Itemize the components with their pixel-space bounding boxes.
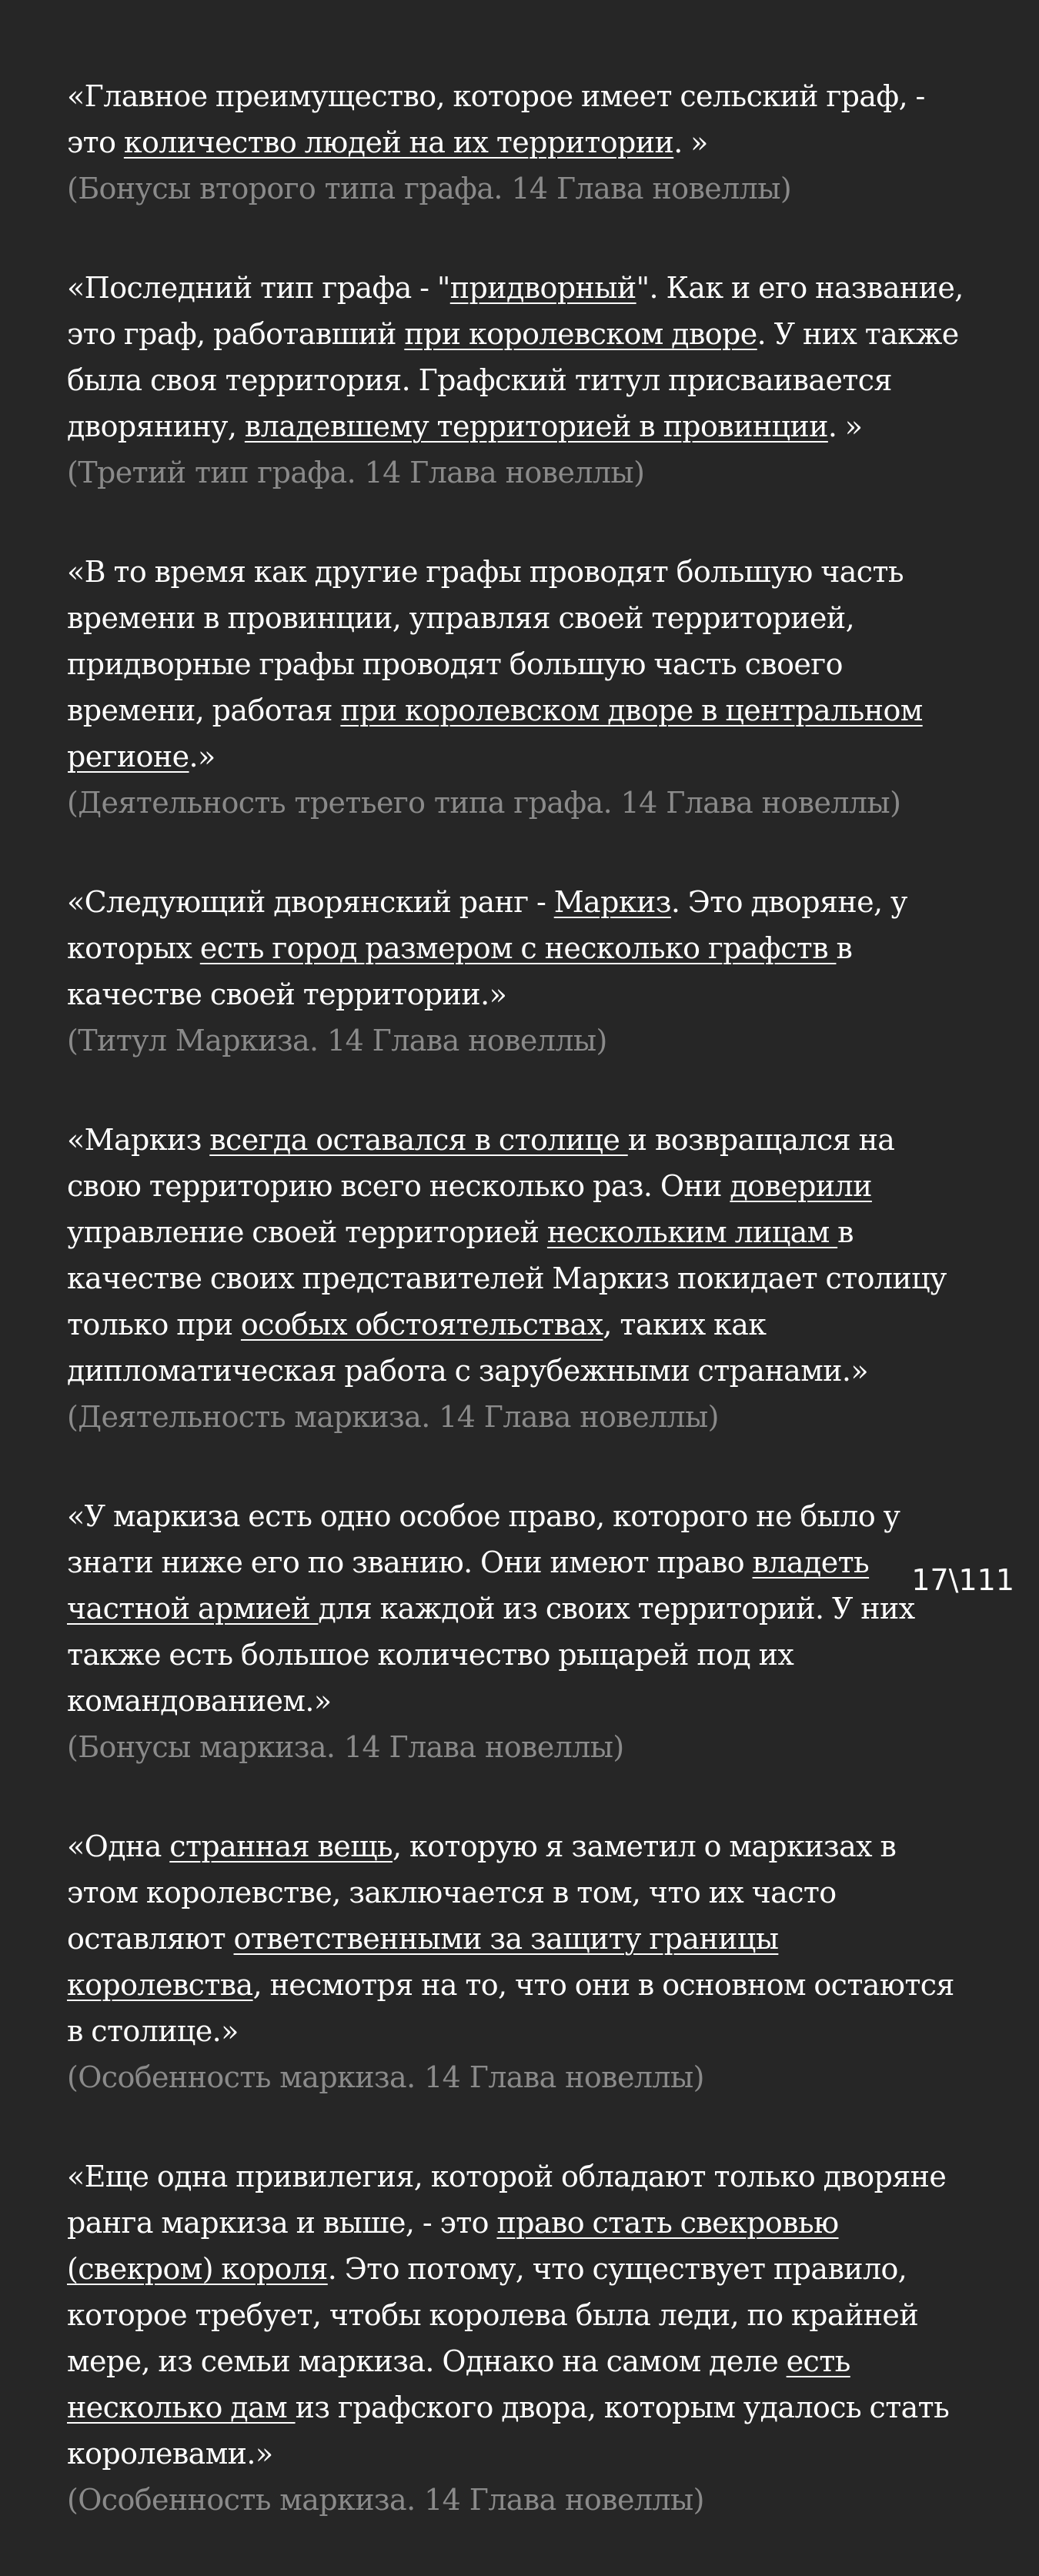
- underlined-phrase: Маркиз: [553, 885, 671, 919]
- underlined-phrase: доверили: [730, 1169, 872, 1203]
- quote-text: «Последний тип графа - "придворный". Как и его название, это граф, работавший при королевском дворе. У них также была своя территория. Графский титул присваивается дворянину, владевшему территорией в провинции. »: [67, 271, 964, 443]
- underlined-phrase: при королевском дворе: [404, 317, 757, 351]
- quote-block: [67, 1493, 975, 1770]
- quotes-container: [67, 73, 975, 2576]
- quote-source: (Деятельность третьего типа графа. 14 Глава новеллы): [67, 786, 901, 820]
- quote-source: (Особенность маркиза. 14 Глава новеллы): [67, 2483, 704, 2517]
- quote-block: [67, 1117, 975, 1440]
- underlined-phrase: особых обстоятельствах: [240, 1308, 603, 1341]
- underlined-phrase: право стать свекровью (свекром) короля: [67, 2206, 839, 2286]
- underlined-phrase: владеть частной армией: [67, 1545, 870, 1625]
- quote-block: [67, 2153, 975, 2523]
- quote-text: «Маркиз всегда оставался в столице и возвращался на свою территорию всего несколько раз. Они доверили управление своей территорией нескольким лицам в качестве своих представителей Маркиз покидает столицу только при особых обстоятельствах, таких как дипломатическая работа с зарубежными странами.»: [67, 1123, 947, 1388]
- quote-text: «Одна странная вещь, которую я заметил о маркизах в этом королевстве, заключается в том, что их часто оставляют ответственными за защиту границы королевства, несмотря на то, что они в основном остаются в столице.»: [67, 1829, 954, 2048]
- underlined-phrase: есть несколько дам: [67, 2344, 850, 2424]
- underlined-phrase: владевшему территорией в провинции: [244, 409, 828, 443]
- underlined-phrase: нескольким лицам: [546, 1215, 838, 1249]
- quote-text: «Главное преимущество, которое имеет сельский граф, - это количество людей на их территории. »: [67, 79, 925, 159]
- quote-block: [67, 265, 975, 496]
- underlined-phrase: ответственными за защиту границы королевства: [67, 1922, 779, 2002]
- quote-source: (Бонусы маркиза. 14 Глава новеллы): [67, 1730, 624, 1764]
- quote-text: «Следующий дворянский ранг - Маркиз. Это дворяне, у которых есть город размером с несколько графств в качестве своей территории.»: [67, 885, 907, 1011]
- page-counter: 17\111: [911, 1563, 1014, 1597]
- quote-block: [67, 1823, 975, 2100]
- underlined-phrase: количество людей на их территории: [123, 125, 674, 159]
- quote-source: (Титул Маркиза. 14 Глава новеллы): [67, 1024, 607, 1057]
- underlined-phrase: есть город размером с несколько графств: [199, 931, 837, 965]
- quote-text: «Еще одна привилегия, которой обладают только дворяне ранга маркиза и выше, - это право стать свекровью (свекром) короля. Это потому, что существует правило, которое требует, чтобы королева была леди, по крайней мере, из семьи маркиза. Однако на самом деле есть несколько дам из графского двора, которым удалось стать королевами.»: [67, 2160, 950, 2471]
- quote-source: (Деятельность маркиза. 14 Глава новеллы): [67, 1400, 719, 1434]
- quote-source: (Особенность маркиза. 14 Глава новеллы): [67, 2060, 704, 2094]
- quote-block: [67, 73, 975, 212]
- quote-source: (Третий тип графа. 14 Глава новеллы): [67, 456, 645, 489]
- quote-block: [67, 549, 975, 826]
- underlined-phrase: при королевском дворе в центральном регионе: [67, 693, 923, 773]
- quote-text: «У маркиза есть одно особое право, которого не было у знати ниже его по званию. Они имеют право владеть частной армией для каждой из своих территорий. У них также есть большое количество рыцарей под их командованием.»: [67, 1499, 915, 1718]
- underlined-phrase: придворный: [449, 271, 636, 305]
- quote-text: «В то время как другие графы проводят большую часть времени в провинции, управляя своей территорией, придворные графы проводят большую часть своего времени, работая при королевском дворе в центральном регионе.»: [67, 555, 923, 773]
- underlined-phrase: всегда оставался в столице: [209, 1123, 628, 1157]
- quote-source: (Бонусы второго типа графа. 14 Глава новеллы): [67, 172, 792, 205]
- quote-block: [67, 879, 975, 1064]
- underlined-phrase: странная вещь: [169, 1829, 393, 1863]
